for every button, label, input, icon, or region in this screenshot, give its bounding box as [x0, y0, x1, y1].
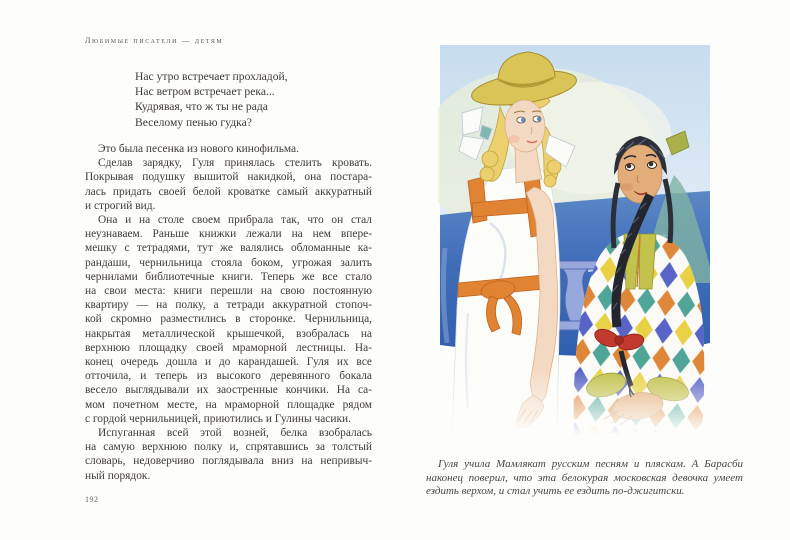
text-line: отточила, и теперь из высокого деревянного бокала	[85, 370, 372, 383]
text-line: ный порядок.	[85, 469, 151, 482]
text-line: чернилами библиотечные книги. Теперь же все стало	[85, 270, 372, 283]
text-line: наконец поверил, что эта белокурая московская девочка умеет	[426, 471, 743, 484]
text-line: Веселому пенью гудка?	[135, 115, 252, 129]
text-line: конец очередь дошла и до карандашей. Гуля их все	[85, 356, 372, 369]
page-number: 192	[85, 495, 99, 504]
paragraph	[85, 156, 372, 213]
text-line: на свои места: книги перешли на свою постоянную	[85, 285, 372, 298]
mamlyakat-blush	[621, 183, 633, 191]
paragraph	[85, 213, 372, 426]
running-head: Любимые писатели — детям	[85, 36, 224, 45]
paragraph	[85, 426, 372, 483]
text-line: неузнаваем. Раньше книжки лежали на нем впере-	[85, 228, 372, 241]
text-line: Это была песенка из нового кинофильма.	[98, 143, 299, 155]
text-line: на самую верхнюю полку и, спрятавшись за толстый	[85, 441, 372, 454]
paragraph	[85, 142, 372, 156]
text-line: рандаши, чернильница стояла боком, угрожая залить	[85, 256, 372, 269]
text-line: ездить верхом, и стал учить ее ездить по-джигитски.	[426, 485, 685, 498]
text-line: Кудрявая, что ж ты не рада	[135, 100, 268, 114]
text-line: Покрывая подушку вышитой накидкой, она постара-	[85, 171, 372, 184]
text-line: квартиру — на полку, а тетради аккуратной стопоч-	[85, 299, 372, 312]
text-line: кой скромно разместились в сторонке. Чернильница,	[85, 313, 372, 326]
text-line: мом почетном месте, на мраморной площадке рядом	[85, 398, 372, 411]
text-line: лась придать своей белой кроватке самый аккуратный	[85, 185, 372, 198]
text-line: словарь, недоверчиво поглядывала вниз на непривыч-	[85, 455, 372, 468]
illustration-caption	[426, 458, 743, 499]
text-line: Сделав зарядку, Гуля принялась стелить кровать.	[98, 157, 372, 170]
text-line: с гордой чернильницей, приютились и Гулины часики.	[85, 412, 351, 425]
text-line: верхнюю площадку своей мраморной лестницы. На-	[85, 341, 372, 354]
text-line: весело выглядывали их заостренные кончики. На са-	[85, 384, 372, 397]
text-line: Нас утро встречает прохладой,	[135, 70, 288, 83]
body-text	[85, 142, 372, 483]
gulya-blush	[508, 135, 520, 143]
text-line: Она и на столе своем прибрала так, что он стал	[98, 214, 372, 227]
bottom-fade	[438, 369, 712, 435]
text-line: мешку с тетрадями, тут же валялись обломанные ка-	[85, 242, 372, 255]
text-line: и строгий вид.	[85, 199, 156, 212]
text-line: Нас ветром встречает река...	[135, 85, 275, 99]
text-line: Гуля учила Мамлякат русским песням и пляскам. А Барасби	[438, 458, 743, 470]
illustration-two-girls	[438, 43, 712, 435]
text-line: Испуганная всей этой возней, белка взобралась	[98, 427, 372, 440]
poem-block	[135, 69, 335, 130]
text-line: накрытая металлической крышечкой, взобралась на	[85, 327, 372, 340]
